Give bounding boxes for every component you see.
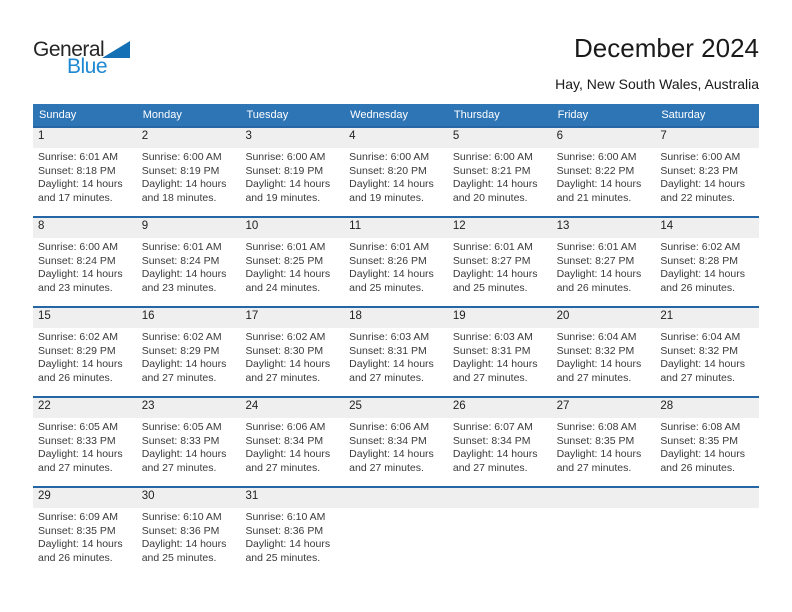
sunrise-text: Sunrise: 6:01 AM xyxy=(452,241,533,253)
day-number: 5 xyxy=(448,128,552,148)
day-number: 8 xyxy=(33,218,137,238)
day-info xyxy=(552,148,656,205)
daylight-hours-text: Daylight: 14 hours xyxy=(245,538,331,550)
daylight-minutes-text: and 26 minutes. xyxy=(38,371,113,384)
calendar-day-cell xyxy=(137,488,241,576)
daylight-minutes-text: and 25 minutes. xyxy=(141,551,217,564)
sunset-text: Sunset: 8:34 PM xyxy=(452,434,531,447)
sunset-text: Sunset: 8:35 PM xyxy=(38,524,116,537)
sunset-text: Sunset: 8:29 PM xyxy=(38,344,116,357)
calendar-day-cell xyxy=(448,218,552,306)
sunrise-text: Sunrise: 6:00 AM xyxy=(660,151,741,163)
sunrise-text: Sunrise: 6:00 AM xyxy=(141,151,222,163)
sunset-text: Sunset: 8:33 PM xyxy=(38,434,116,447)
calendar-day-cell xyxy=(448,128,552,216)
calendar-day-cell xyxy=(344,398,448,486)
daylight-hours-text: Daylight: 14 hours xyxy=(556,268,642,280)
calendar-weeks xyxy=(33,126,759,576)
sunset-text: Sunset: 8:24 PM xyxy=(38,254,116,267)
daylight-minutes-text: and 27 minutes. xyxy=(349,371,424,384)
day-info xyxy=(344,328,448,385)
day-number: 29 xyxy=(33,488,137,508)
calendar-day-cell xyxy=(552,128,656,216)
calendar-table xyxy=(33,104,759,576)
daylight-hours-text: Daylight: 14 hours xyxy=(349,448,434,460)
day-info xyxy=(655,148,759,205)
daylight-minutes-text: and 19 minutes. xyxy=(245,191,321,204)
daylight-minutes-text: and 27 minutes. xyxy=(349,461,424,474)
day-number: 13 xyxy=(552,218,656,238)
sunset-text: Sunset: 8:31 PM xyxy=(349,344,427,357)
calendar-day-cell xyxy=(240,398,344,486)
sunrise-text: Sunrise: 6:05 AM xyxy=(38,421,118,433)
sunset-text: Sunset: 8:32 PM xyxy=(556,344,635,357)
sunset-text: Sunset: 8:23 PM xyxy=(660,164,738,177)
day-number xyxy=(344,488,448,508)
day-number: 27 xyxy=(552,398,656,418)
daylight-hours-text: Daylight: 14 hours xyxy=(660,448,745,460)
sunrise-text: Sunrise: 6:01 AM xyxy=(349,241,430,253)
sunrise-text: Sunrise: 6:04 AM xyxy=(660,331,741,343)
sunrise-text: Sunrise: 6:03 AM xyxy=(349,331,430,343)
sunrise-text: Sunrise: 6:10 AM xyxy=(141,511,222,523)
day-number: 15 xyxy=(33,308,137,328)
daylight-hours-text: Daylight: 14 hours xyxy=(141,178,227,190)
sunset-text: Sunset: 8:36 PM xyxy=(245,524,324,537)
calendar-day-cell xyxy=(240,308,344,396)
sunrise-text: Sunrise: 6:01 AM xyxy=(556,241,637,253)
daylight-hours-text: Daylight: 14 hours xyxy=(141,448,227,460)
daylight-minutes-text: and 22 minutes. xyxy=(660,191,736,204)
daylight-minutes-text: and 27 minutes. xyxy=(452,371,528,384)
daylight-hours-text: Daylight: 14 hours xyxy=(38,538,123,550)
day-number: 21 xyxy=(655,308,759,328)
day-info xyxy=(240,418,344,475)
sunset-text: Sunset: 8:34 PM xyxy=(349,434,427,447)
day-number: 22 xyxy=(33,398,137,418)
logo xyxy=(33,38,163,82)
sunset-text: Sunset: 8:32 PM xyxy=(660,344,738,357)
sunrise-text: Sunrise: 6:02 AM xyxy=(660,241,741,253)
day-info xyxy=(344,148,448,205)
day-number: 31 xyxy=(240,488,344,508)
weekday-header-monday: Monday xyxy=(142,109,182,121)
calendar-day-cell xyxy=(240,488,344,576)
day-number: 17 xyxy=(240,308,344,328)
sunrise-text: Sunrise: 6:06 AM xyxy=(245,421,326,433)
day-number: 24 xyxy=(240,398,344,418)
day-info xyxy=(448,148,552,205)
day-number: 9 xyxy=(137,218,241,238)
daylight-hours-text: Daylight: 14 hours xyxy=(452,448,538,460)
day-number: 14 xyxy=(655,218,759,238)
daylight-minutes-text: and 25 minutes. xyxy=(452,281,528,294)
daylight-hours-text: Daylight: 14 hours xyxy=(452,268,538,280)
sunset-text: Sunset: 8:27 PM xyxy=(556,254,635,267)
sunset-text: Sunset: 8:21 PM xyxy=(452,164,531,177)
week-row xyxy=(33,486,759,576)
day-info xyxy=(137,328,241,385)
sunset-text: Sunset: 8:30 PM xyxy=(245,344,324,357)
day-number: 11 xyxy=(344,218,448,238)
calendar-day-cell xyxy=(344,308,448,396)
sunset-text: Sunset: 8:24 PM xyxy=(141,254,220,267)
daylight-hours-text: Daylight: 14 hours xyxy=(660,358,745,370)
sunrise-text: Sunrise: 6:01 AM xyxy=(141,241,222,253)
day-info xyxy=(552,238,656,295)
sunrise-text: Sunrise: 6:00 AM xyxy=(38,241,118,253)
sunrise-text: Sunrise: 6:02 AM xyxy=(141,331,222,343)
day-info xyxy=(137,418,241,475)
day-number: 6 xyxy=(552,128,656,148)
day-info xyxy=(240,238,344,295)
daylight-hours-text: Daylight: 14 hours xyxy=(452,358,538,370)
sunrise-text: Sunrise: 6:04 AM xyxy=(556,331,637,343)
daylight-hours-text: Daylight: 14 hours xyxy=(349,268,434,280)
daylight-hours-text: Daylight: 14 hours xyxy=(38,448,123,460)
daylight-minutes-text: and 26 minutes. xyxy=(38,551,113,564)
day-info xyxy=(655,418,759,475)
weekday-header-sunday: Sunday xyxy=(39,109,77,121)
day-info xyxy=(137,238,241,295)
daylight-minutes-text: and 26 minutes. xyxy=(556,281,632,294)
day-info xyxy=(33,418,137,475)
page-subtitle: Hay, New South Wales, Australia xyxy=(555,76,759,92)
daylight-hours-text: Daylight: 14 hours xyxy=(556,448,642,460)
calendar-empty-cell xyxy=(448,488,552,576)
calendar-day-cell xyxy=(448,398,552,486)
sunrise-text: Sunrise: 6:01 AM xyxy=(38,151,118,163)
calendar-day-cell xyxy=(33,488,137,576)
daylight-minutes-text: and 20 minutes. xyxy=(452,191,528,204)
sunset-text: Sunset: 8:19 PM xyxy=(141,164,220,177)
day-number: 2 xyxy=(137,128,241,148)
day-number: 3 xyxy=(240,128,344,148)
daylight-hours-text: Daylight: 14 hours xyxy=(245,358,331,370)
day-number: 12 xyxy=(448,218,552,238)
logo-text-general: General xyxy=(33,38,105,61)
calendar-empty-cell xyxy=(344,488,448,576)
calendar-day-cell xyxy=(655,128,759,216)
sunset-text: Sunset: 8:34 PM xyxy=(245,434,324,447)
calendar-day-cell xyxy=(655,218,759,306)
daylight-hours-text: Daylight: 14 hours xyxy=(349,178,434,190)
sunset-text: Sunset: 8:35 PM xyxy=(660,434,738,447)
sunset-text: Sunset: 8:33 PM xyxy=(141,434,220,447)
day-number: 28 xyxy=(655,398,759,418)
sunset-text: Sunset: 8:19 PM xyxy=(245,164,324,177)
sunrise-text: Sunrise: 6:00 AM xyxy=(349,151,430,163)
day-number: 19 xyxy=(448,308,552,328)
sunrise-text: Sunrise: 6:00 AM xyxy=(245,151,326,163)
daylight-hours-text: Daylight: 14 hours xyxy=(141,268,227,280)
daylight-minutes-text: and 21 minutes. xyxy=(556,191,632,204)
daylight-hours-text: Daylight: 14 hours xyxy=(660,268,745,280)
calendar-day-cell xyxy=(448,308,552,396)
daylight-minutes-text: and 26 minutes. xyxy=(660,461,736,474)
calendar-day-cell xyxy=(33,398,137,486)
calendar-day-cell xyxy=(344,128,448,216)
daylight-minutes-text: and 18 minutes. xyxy=(141,191,217,204)
day-number: 1 xyxy=(33,128,137,148)
day-info xyxy=(33,508,137,565)
calendar-day-cell xyxy=(655,308,759,396)
day-number xyxy=(552,488,656,508)
daylight-minutes-text: and 19 minutes. xyxy=(349,191,424,204)
day-number: 30 xyxy=(137,488,241,508)
weekday-header-row xyxy=(33,104,759,126)
daylight-hours-text: Daylight: 14 hours xyxy=(245,268,331,280)
week-row xyxy=(33,126,759,216)
daylight-hours-text: Daylight: 14 hours xyxy=(245,178,331,190)
day-info xyxy=(448,418,552,475)
daylight-hours-text: Daylight: 14 hours xyxy=(452,178,538,190)
daylight-minutes-text: and 27 minutes. xyxy=(660,371,736,384)
sunrise-text: Sunrise: 6:00 AM xyxy=(556,151,637,163)
daylight-hours-text: Daylight: 14 hours xyxy=(38,178,123,190)
daylight-hours-text: Daylight: 14 hours xyxy=(38,358,123,370)
calendar-day-cell xyxy=(240,128,344,216)
daylight-minutes-text: and 27 minutes. xyxy=(245,461,321,474)
day-number: 7 xyxy=(655,128,759,148)
calendar-empty-cell xyxy=(655,488,759,576)
day-number: 25 xyxy=(344,398,448,418)
daylight-hours-text: Daylight: 14 hours xyxy=(245,448,331,460)
day-info xyxy=(344,238,448,295)
daylight-hours-text: Daylight: 14 hours xyxy=(38,268,123,280)
weekday-header-tuesday: Tuesday xyxy=(246,109,289,121)
page-title: December 2024 xyxy=(574,33,759,63)
calendar-day-cell xyxy=(552,398,656,486)
day-info xyxy=(240,148,344,205)
day-number: 18 xyxy=(344,308,448,328)
weekday-header-saturday: Saturday xyxy=(661,109,706,121)
calendar-day-cell xyxy=(33,128,137,216)
daylight-minutes-text: and 17 minutes. xyxy=(38,191,113,204)
day-info xyxy=(240,328,344,385)
day-info xyxy=(655,328,759,385)
sunset-text: Sunset: 8:29 PM xyxy=(141,344,220,357)
daylight-minutes-text: and 25 minutes. xyxy=(349,281,424,294)
sunset-text: Sunset: 8:25 PM xyxy=(245,254,324,267)
calendar-day-cell xyxy=(655,398,759,486)
daylight-minutes-text: and 27 minutes. xyxy=(141,461,217,474)
sunset-text: Sunset: 8:22 PM xyxy=(556,164,635,177)
weekday-header-wednesday: Wednesday xyxy=(350,109,409,121)
daylight-minutes-text: and 27 minutes. xyxy=(452,461,528,474)
daylight-hours-text: Daylight: 14 hours xyxy=(141,358,227,370)
weekday-header-thursday: Thursday xyxy=(453,109,500,121)
sunset-text: Sunset: 8:36 PM xyxy=(141,524,220,537)
sunset-text: Sunset: 8:18 PM xyxy=(38,164,116,177)
day-info xyxy=(448,328,552,385)
daylight-minutes-text: and 27 minutes. xyxy=(556,461,632,474)
sunset-text: Sunset: 8:35 PM xyxy=(556,434,635,447)
day-number xyxy=(448,488,552,508)
daylight-minutes-text: and 27 minutes. xyxy=(141,371,217,384)
calendar-day-cell xyxy=(552,218,656,306)
day-info xyxy=(137,148,241,205)
day-info xyxy=(33,238,137,295)
daylight-minutes-text: and 23 minutes. xyxy=(38,281,113,294)
week-row xyxy=(33,306,759,396)
sunrise-text: Sunrise: 6:03 AM xyxy=(452,331,533,343)
daylight-minutes-text: and 27 minutes. xyxy=(245,371,321,384)
calendar-day-cell xyxy=(137,398,241,486)
day-info xyxy=(344,418,448,475)
day-info xyxy=(240,508,344,565)
calendar-day-cell xyxy=(344,218,448,306)
daylight-minutes-text: and 23 minutes. xyxy=(141,281,217,294)
day-info xyxy=(448,238,552,295)
calendar-day-cell xyxy=(33,308,137,396)
daylight-hours-text: Daylight: 14 hours xyxy=(556,178,642,190)
week-row xyxy=(33,396,759,486)
sunrise-text: Sunrise: 6:06 AM xyxy=(349,421,430,433)
calendar-day-cell xyxy=(137,308,241,396)
daylight-minutes-text: and 27 minutes. xyxy=(38,461,113,474)
sunrise-text: Sunrise: 6:08 AM xyxy=(660,421,741,433)
day-number: 4 xyxy=(344,128,448,148)
day-number: 20 xyxy=(552,308,656,328)
calendar-day-cell xyxy=(33,218,137,306)
sunrise-text: Sunrise: 6:10 AM xyxy=(245,511,326,523)
day-number: 23 xyxy=(137,398,241,418)
day-info xyxy=(137,508,241,565)
weekday-header-friday: Friday xyxy=(557,109,589,121)
sunrise-text: Sunrise: 6:07 AM xyxy=(452,421,533,433)
day-number: 26 xyxy=(448,398,552,418)
sunset-text: Sunset: 8:31 PM xyxy=(452,344,531,357)
sunset-text: Sunset: 8:26 PM xyxy=(349,254,427,267)
sunset-text: Sunset: 8:27 PM xyxy=(452,254,531,267)
calendar-day-cell xyxy=(137,218,241,306)
daylight-hours-text: Daylight: 14 hours xyxy=(349,358,434,370)
day-info xyxy=(33,328,137,385)
calendar-empty-cell xyxy=(552,488,656,576)
daylight-minutes-text: and 25 minutes. xyxy=(245,551,321,564)
daylight-minutes-text: and 27 minutes. xyxy=(556,371,632,384)
week-row xyxy=(33,216,759,306)
sunrise-text: Sunrise: 6:05 AM xyxy=(141,421,222,433)
sunset-text: Sunset: 8:20 PM xyxy=(349,164,427,177)
sunrise-text: Sunrise: 6:08 AM xyxy=(556,421,637,433)
sunrise-text: Sunrise: 6:09 AM xyxy=(38,511,118,523)
sunset-text: Sunset: 8:28 PM xyxy=(660,254,738,267)
day-info xyxy=(655,238,759,295)
day-info xyxy=(552,418,656,475)
calendar-day-cell xyxy=(137,128,241,216)
calendar-day-cell xyxy=(240,218,344,306)
sunrise-text: Sunrise: 6:02 AM xyxy=(38,331,118,343)
daylight-minutes-text: and 24 minutes. xyxy=(245,281,321,294)
sunrise-text: Sunrise: 6:02 AM xyxy=(245,331,326,343)
sunrise-text: Sunrise: 6:00 AM xyxy=(452,151,533,163)
daylight-hours-text: Daylight: 14 hours xyxy=(556,358,642,370)
daylight-hours-text: Daylight: 14 hours xyxy=(660,178,745,190)
calendar-day-cell xyxy=(552,308,656,396)
daylight-minutes-text: and 26 minutes. xyxy=(660,281,736,294)
day-info xyxy=(552,328,656,385)
day-number: 16 xyxy=(137,308,241,328)
logo-text-blue: Blue xyxy=(67,55,108,78)
daylight-hours-text: Daylight: 14 hours xyxy=(141,538,227,550)
day-number: 10 xyxy=(240,218,344,238)
sunrise-text: Sunrise: 6:01 AM xyxy=(245,241,326,253)
day-info xyxy=(33,148,137,205)
day-number xyxy=(655,488,759,508)
